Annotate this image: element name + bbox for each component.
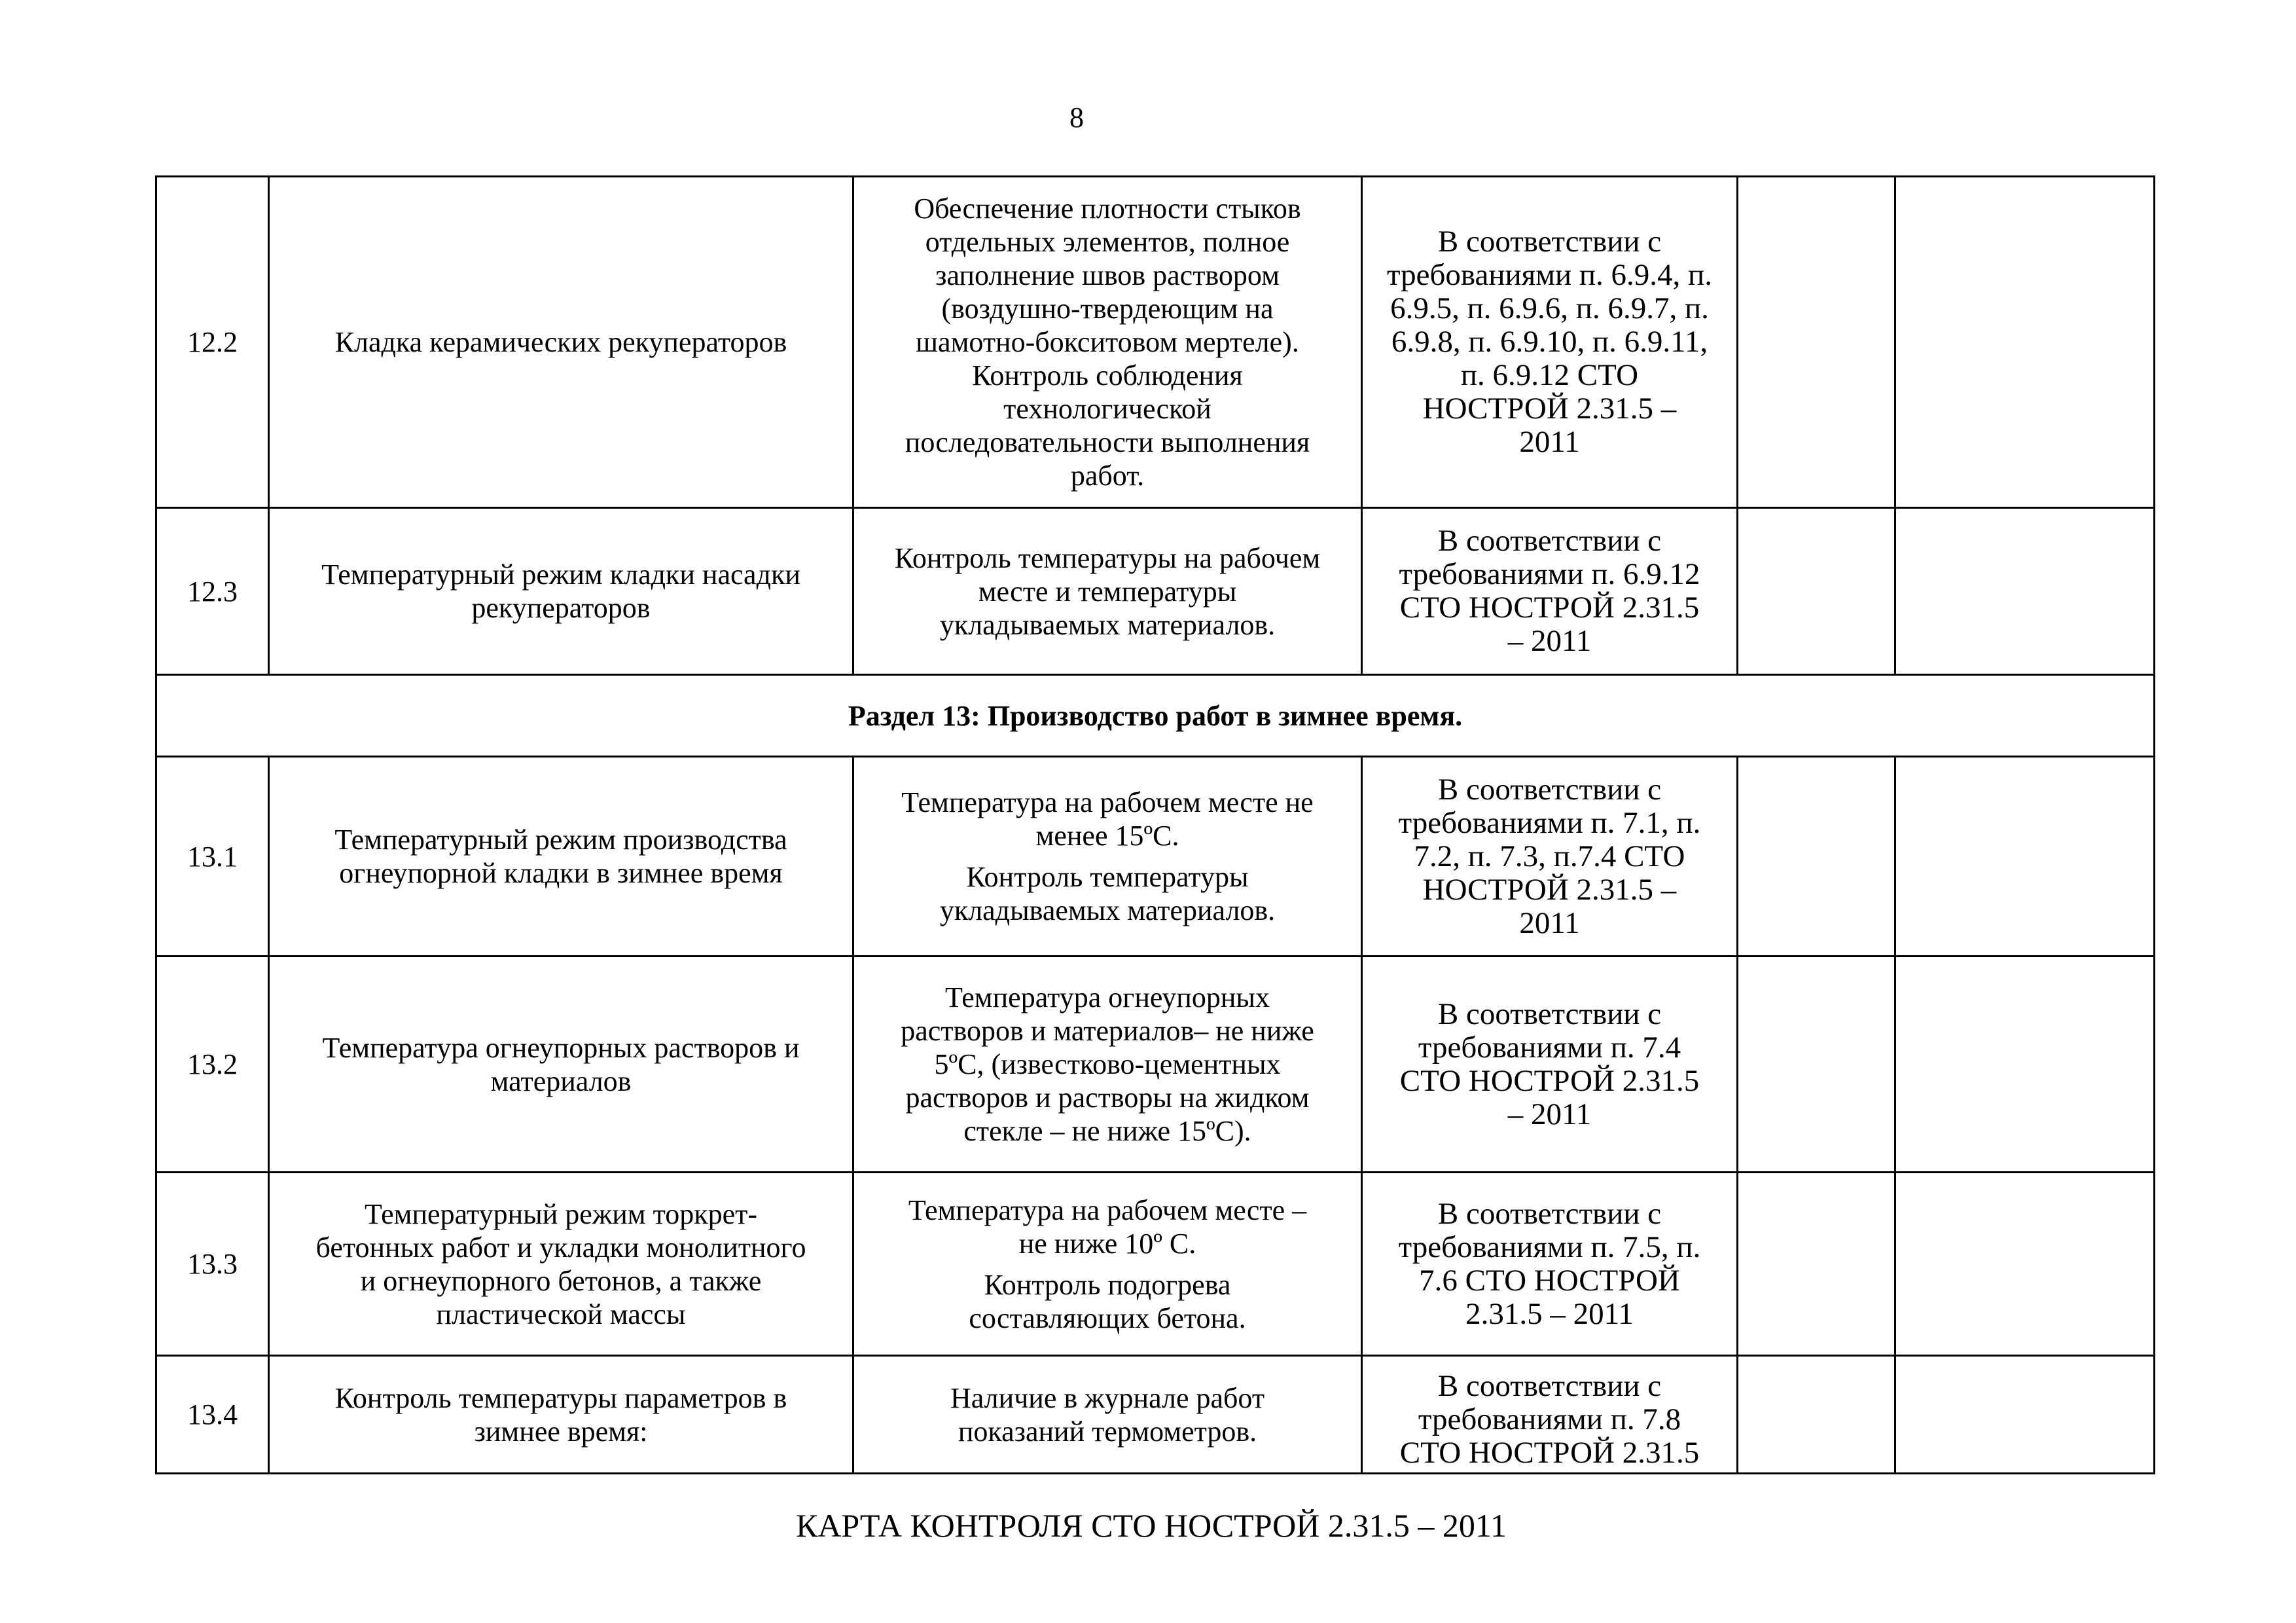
cell-text-line: 6.9.5, п. 6.9.6, п. 6.9.7, п. bbox=[1390, 291, 1709, 325]
cell-text-line: укладываемых материалов. bbox=[939, 608, 1276, 641]
cell-text-line: Температурный режим торкрет- bbox=[364, 1197, 758, 1230]
control-paragraph bbox=[863, 860, 1352, 927]
control-cell bbox=[853, 757, 1362, 957]
cell-text-line: рекуператоров bbox=[471, 592, 651, 624]
requirement-cell bbox=[1362, 1173, 1738, 1356]
cell-text-line: 5ºС, (известково-цементных bbox=[934, 1048, 1281, 1080]
empty-cell bbox=[1738, 1173, 1895, 1356]
cell-text-line: Контроль соблюдения bbox=[972, 359, 1243, 392]
cell-text-line: технологической bbox=[1003, 393, 1211, 425]
control-paragraph bbox=[863, 541, 1352, 642]
cell-text-line: Контроль температуры bbox=[966, 861, 1249, 893]
cell-text-line: Температура огнеупорных растворов и bbox=[322, 1031, 800, 1064]
cell-text-line: работ. bbox=[1070, 460, 1145, 492]
cell-text-line: Контроль подогрева bbox=[984, 1268, 1231, 1301]
table-row bbox=[156, 177, 2155, 508]
cell-text-line: Температура огнеупорных bbox=[945, 981, 1270, 1013]
cell-text-line: материалов bbox=[490, 1065, 632, 1097]
section-title: Раздел 13: Производство работ в зимнее время. bbox=[156, 675, 2155, 757]
control-paragraph bbox=[863, 192, 1352, 492]
table-row bbox=[156, 508, 2155, 675]
work-name-cell bbox=[269, 1356, 853, 1474]
cell-text-line: 2.31.5 – 2011 bbox=[1465, 1296, 1634, 1331]
work-name-cell bbox=[269, 957, 853, 1173]
cell-text-line: менее 15ºС. bbox=[1035, 820, 1179, 852]
cell-text-line: Наличие в журнале работ bbox=[950, 1381, 1265, 1414]
cell-text-line: бетонных работ и укладки монолитного bbox=[315, 1231, 806, 1264]
work-name-cell bbox=[269, 177, 853, 508]
cell-text-line: НОСТРОЙ 2.31.5 – bbox=[1422, 872, 1677, 907]
cell-text-line: НОСТРОЙ 2.31.5 – bbox=[1422, 392, 1677, 426]
control-cell bbox=[853, 1173, 1362, 1356]
cell-text-line: 7.6 СТО НОСТРОЙ bbox=[1419, 1263, 1680, 1298]
cell-text-line: стекле – не ниже 15ºС). bbox=[963, 1115, 1251, 1147]
cell-text-line: растворов и материалов– не ниже bbox=[901, 1015, 1314, 1047]
cell-text-line: шамотно-бокситовом мертеле). bbox=[916, 326, 1299, 358]
empty-cell bbox=[1738, 1356, 1895, 1474]
requirement-cell bbox=[1362, 757, 1738, 957]
control-paragraph bbox=[863, 981, 1352, 1148]
control-cell bbox=[853, 508, 1362, 675]
section-row bbox=[156, 675, 2155, 757]
table-row bbox=[156, 1356, 2155, 1474]
row-number: 13.4 bbox=[156, 1356, 269, 1474]
cell-text-line: и огнеупорного бетонов, а также bbox=[360, 1264, 762, 1297]
cell-text-line: Температурный режим производства bbox=[334, 824, 787, 856]
cell-text-line: зимнее время: bbox=[474, 1415, 648, 1448]
cell-text-line: Кладка керамических рекуператоров bbox=[334, 326, 787, 358]
row-number: 12.3 bbox=[156, 508, 269, 675]
cell-text-line: не ниже 10º С. bbox=[1018, 1227, 1196, 1260]
work-name-cell bbox=[269, 1173, 853, 1356]
requirement-cell bbox=[1362, 177, 1738, 508]
control-paragraph bbox=[863, 1381, 1352, 1448]
table-row bbox=[156, 757, 2155, 957]
cell-text-line: отдельных элементов, полное bbox=[925, 226, 1290, 258]
empty-cell bbox=[1738, 177, 1895, 508]
cell-text-line: 6.9.8, п. 6.9.10, п. 6.9.11, bbox=[1391, 325, 1708, 359]
cell-text-line: требованиями п. 6.9.4, п. bbox=[1387, 258, 1712, 292]
row-number: 13.1 bbox=[156, 757, 269, 957]
cell-text-line: месте и температуры bbox=[978, 575, 1237, 608]
cell-text-line: 2011 bbox=[1519, 905, 1580, 940]
empty-cell bbox=[1895, 177, 2155, 508]
cell-text-line: – 2011 bbox=[1507, 624, 1592, 658]
cell-text-line: В соответствии с bbox=[1437, 524, 1662, 558]
empty-cell bbox=[1738, 508, 1895, 675]
cell-text-line: требованиями п. 7.1, п. bbox=[1398, 805, 1701, 840]
cell-text-line: показаний термометров. bbox=[958, 1415, 1257, 1448]
cell-text-line: Контроль температуры на рабочем bbox=[894, 541, 1321, 574]
control-paragraph bbox=[863, 1268, 1352, 1335]
cell-text-line: В соответствии с bbox=[1437, 1196, 1662, 1231]
cell-text-line: пластической массы bbox=[436, 1298, 686, 1330]
cell-text-line: огнеупорной кладки в зимнее время bbox=[339, 857, 783, 889]
work-name-cell bbox=[269, 508, 853, 675]
cell-text-line: В соответствии с bbox=[1437, 996, 1662, 1031]
cell-text-line: Температурный режим кладки насадки bbox=[321, 558, 800, 591]
control-paragraph bbox=[863, 1194, 1352, 1260]
control-card-table bbox=[155, 175, 2155, 1474]
cell-text-line: требованиями п. 7.5, п. bbox=[1398, 1230, 1701, 1264]
cell-text-line: составляющих бетона. bbox=[969, 1302, 1246, 1334]
control-cell bbox=[853, 1356, 1362, 1474]
empty-cell bbox=[1895, 508, 2155, 675]
cell-text-line: требованиями п. 6.9.12 bbox=[1399, 557, 1700, 591]
control-cell bbox=[853, 957, 1362, 1173]
row-number: 12.2 bbox=[156, 177, 269, 508]
cell-text-line: В соответствии с bbox=[1437, 225, 1662, 259]
empty-cell bbox=[1738, 957, 1895, 1173]
cell-text-line: СТО НОСТРОЙ 2.31.5 bbox=[1399, 591, 1700, 625]
page-number: 8 bbox=[1069, 101, 1084, 134]
cell-text-line: укладываемых материалов. bbox=[939, 894, 1276, 926]
empty-cell bbox=[1895, 1173, 2155, 1356]
empty-cell bbox=[1895, 957, 2155, 1173]
cell-text-line: В соответствии с bbox=[1437, 772, 1662, 807]
control-paragraph bbox=[863, 786, 1352, 852]
requirement-cell bbox=[1362, 1356, 1738, 1474]
cell-text-line: СТО НОСТРОЙ 2.31.5 bbox=[1399, 1063, 1700, 1098]
cell-text-line: – 2011 bbox=[1507, 1097, 1592, 1131]
cell-text-line: СТО НОСТРОЙ 2.31.5 bbox=[1399, 1436, 1700, 1470]
requirement-cell bbox=[1362, 957, 1738, 1173]
empty-cell bbox=[1738, 757, 1895, 957]
cell-text-line: растворов и растворы на жидком bbox=[905, 1082, 1310, 1114]
cell-text-line: 2011 bbox=[1519, 425, 1580, 459]
cell-text-line: требованиями п. 7.4 bbox=[1418, 1030, 1681, 1065]
document-footer-title: КАРТА КОНТРОЛЯ СТО НОСТРОЙ 2.31.5 – 2011 bbox=[795, 1507, 1507, 1544]
control-cell bbox=[853, 177, 1362, 508]
table-row bbox=[156, 1173, 2155, 1356]
cell-text-line: В соответствии с bbox=[1437, 1369, 1662, 1403]
cell-text-line: Температура на рабочем месте не bbox=[901, 786, 1314, 818]
requirement-cell bbox=[1362, 508, 1738, 675]
row-number: 13.3 bbox=[156, 1173, 269, 1356]
cell-text-line: последовательности выполнения bbox=[905, 426, 1310, 458]
cell-text-line: 7.2, п. 7.3, п.7.4 СТО bbox=[1414, 839, 1685, 873]
cell-text-line: требованиями п. 7.8 bbox=[1418, 1402, 1681, 1436]
row-number: 13.2 bbox=[156, 957, 269, 1173]
cell-text-line: Контроль температуры параметров в bbox=[334, 1381, 787, 1414]
empty-cell bbox=[1895, 757, 2155, 957]
table-row bbox=[156, 957, 2155, 1173]
cell-text-line: Температура на рабочем месте – bbox=[908, 1194, 1307, 1226]
cell-text-line: (воздушно-твердеющим на bbox=[941, 293, 1274, 325]
cell-text-line: Обеспечение плотности стыков bbox=[914, 192, 1301, 225]
cell-text-line: п. 6.9.12 СТО bbox=[1460, 358, 1639, 392]
empty-cell bbox=[1895, 1356, 2155, 1474]
cell-text-line: заполнение швов раствором bbox=[935, 259, 1280, 291]
work-name-cell bbox=[269, 757, 853, 957]
